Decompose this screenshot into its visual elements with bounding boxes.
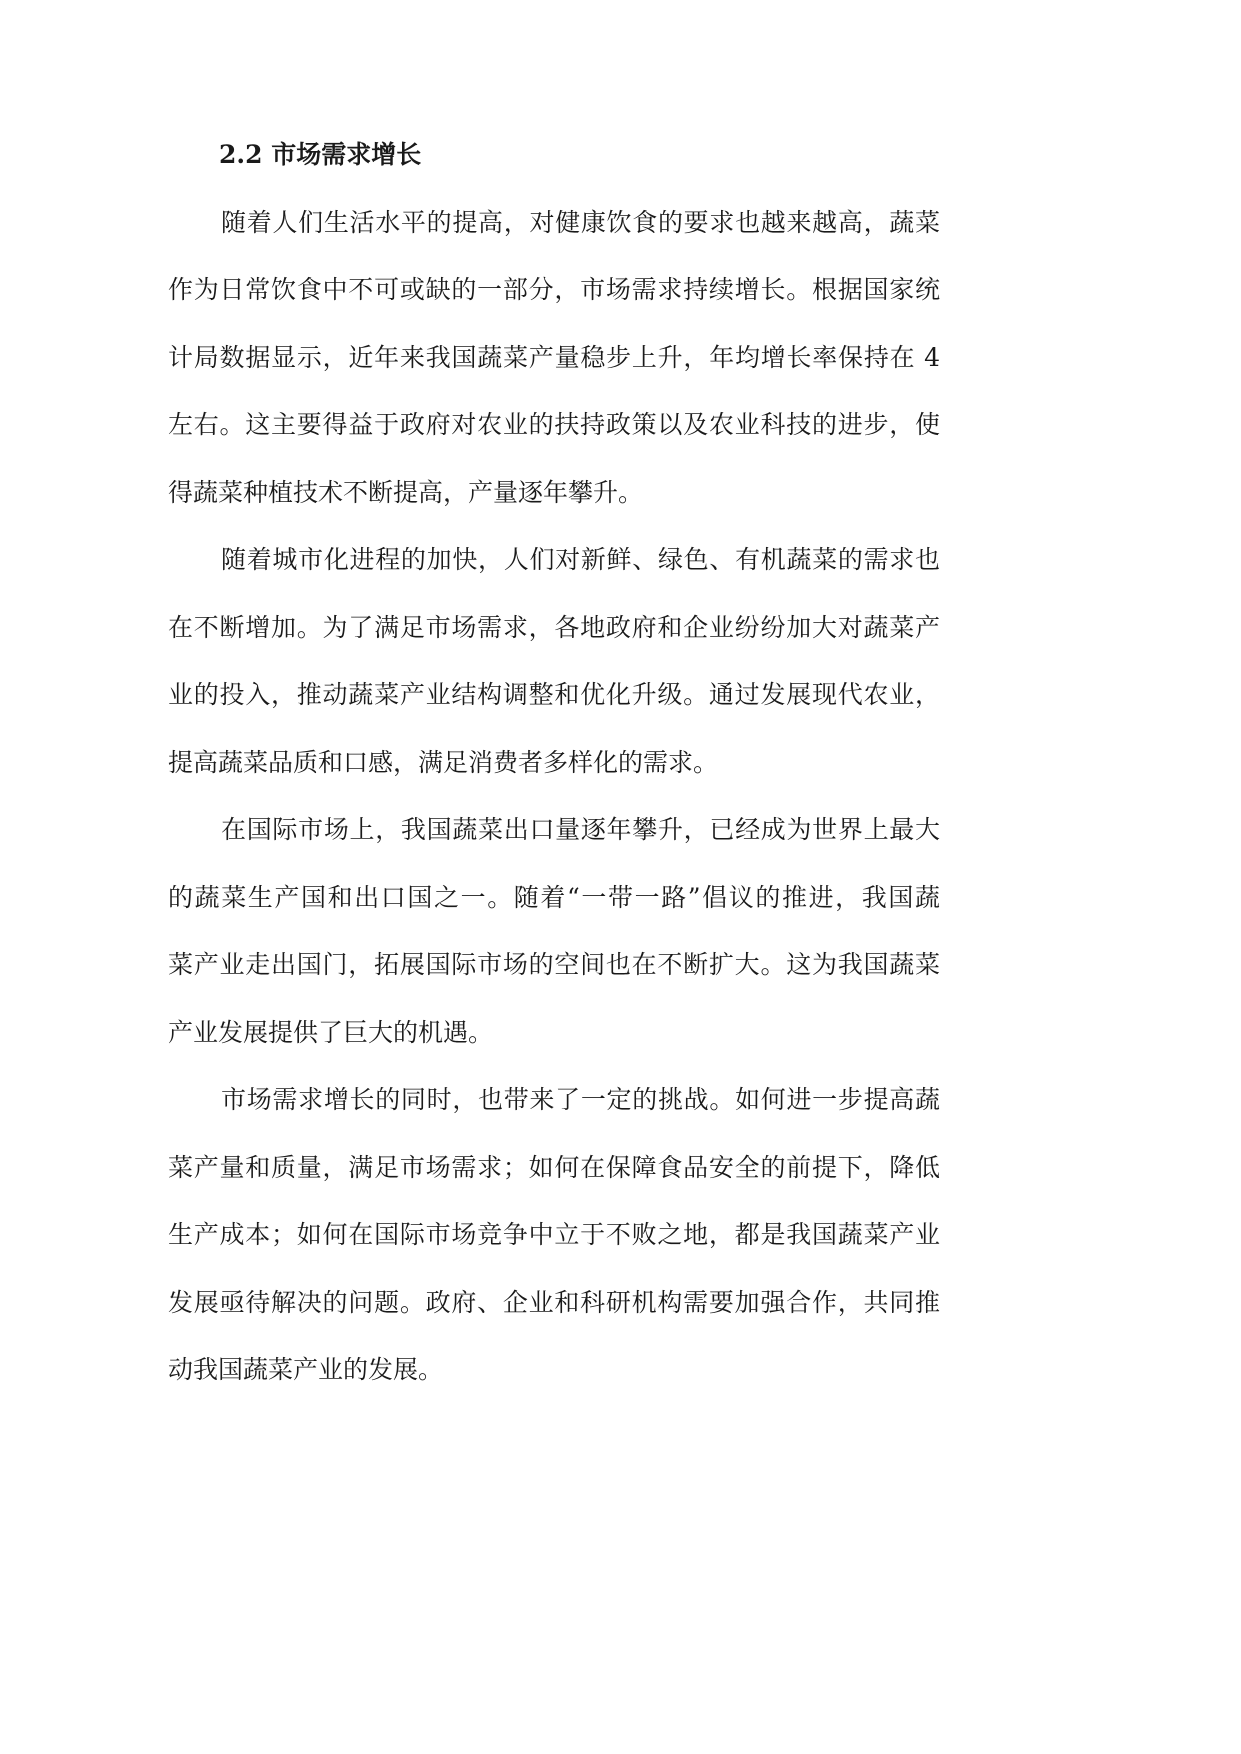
paragraph bbox=[168, 1066, 940, 1404]
paragraph bbox=[168, 796, 940, 1066]
paragraph bbox=[168, 189, 940, 527]
paragraph-line: 在不断增加。为了满足市场需求，各地政府和企业纷纷加大对蔬菜产 bbox=[168, 612, 940, 642]
paragraph-line: 的蔬菜生产国和出口国之一。随着“一带一路”倡议的推进，我国蔬 bbox=[168, 882, 940, 912]
paragraph-line: 业的投入，推动蔬菜产业结构调整和优化升级。通过发展现代农业， bbox=[168, 680, 940, 709]
paragraph-line: 在国际市场上，我国蔬菜出口量逐年攀升，已经成为世界上最大 bbox=[221, 815, 940, 844]
paragraph-line: 菜产业走出国门，拓展国际市场的空间也在不断扩大。这为我国蔬菜 bbox=[168, 950, 940, 979]
paragraph-line: 发展亟待解决的问题。政府、企业和科研机构需要加强合作，共同推 bbox=[168, 1287, 940, 1317]
paragraph-line: 随着人们生活水平的提高，对健康饮食的要求也越来越高，蔬菜 bbox=[221, 207, 940, 237]
paragraph-line: 动我国蔬菜产业的发展。 bbox=[168, 1355, 444, 1384]
paragraph-line: 市场需求增长的同时，也带来了一定的挑战。如何进一步提高蔬 bbox=[221, 1085, 940, 1114]
section-heading: 2.2 市场需求增长 bbox=[219, 140, 422, 169]
paragraph-line: 得蔬菜种植技术不断提高，产量逐年攀升。 bbox=[168, 477, 644, 507]
paragraph bbox=[168, 526, 940, 796]
paragraph-line: 产业发展提供了巨大的机遇。 bbox=[168, 1017, 494, 1047]
paragraph-line: 作为日常饮食中不可或缺的一部分，市场需求持续增长。根据国家统 bbox=[168, 275, 940, 304]
document-body bbox=[168, 121, 940, 1404]
paragraph-line: 菜产量和质量，满足市场需求；如何在保障食品安全的前提下，降低 bbox=[168, 1152, 940, 1182]
paragraph-line: 提高蔬菜品质和口感，满足消费者多样化的需求。 bbox=[168, 747, 719, 777]
paragraph-line: 计局数据显示，近年来我国蔬菜产量稳步上升，年均增长率保持在 4 bbox=[168, 342, 940, 372]
paragraph-line: 随着城市化进程的加快，人们对新鲜、绿色、有机蔬菜的需求也 bbox=[221, 545, 940, 574]
paragraph-line: 左右。这主要得益于政府对农业的扶持政策以及农业科技的进步，使 bbox=[168, 410, 940, 439]
paragraph-line: 生产成本；如何在国际市场竞争中立于不败之地，都是我国蔬菜产业 bbox=[168, 1220, 940, 1249]
